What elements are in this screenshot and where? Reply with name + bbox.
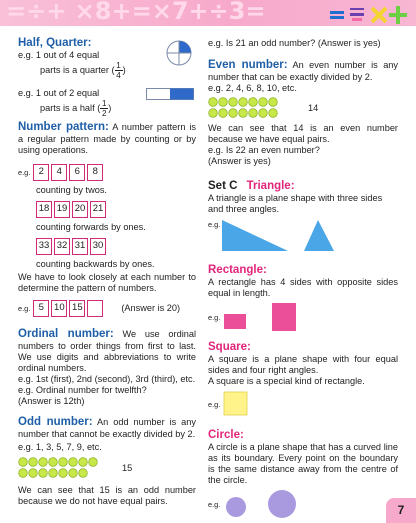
- number-box: 32: [54, 238, 70, 255]
- eg-label: e.g.: [18, 304, 31, 313]
- square-image: [220, 390, 250, 418]
- number-box: 4: [51, 164, 67, 181]
- half-bar-image: [146, 88, 194, 100]
- pattern-caption-1: counting by twos.: [36, 185, 107, 195]
- square-text-2: A square is a special kind of rectangle.: [208, 376, 365, 386]
- square-text: A square is a plane shape with four equal sides and four right angles.: [208, 354, 398, 375]
- page-number: 7: [386, 498, 416, 523]
- number-box: 6: [69, 164, 85, 181]
- circle-examples: [208, 489, 398, 519]
- left-column: [18, 36, 196, 507]
- rectangle-heading: Rectangle:: [208, 264, 267, 276]
- even-number-section: [208, 58, 398, 167]
- circle-images: [220, 489, 304, 519]
- eg-label: e.g.: [208, 499, 221, 509]
- right-column: [208, 38, 398, 519]
- number-box: 30: [90, 238, 106, 255]
- eg-label: e.g.: [18, 168, 31, 177]
- number-pattern-heading: Number pattern:: [18, 121, 109, 133]
- pattern-sequence-4: [18, 300, 196, 317]
- rectangle-section: [208, 263, 398, 332]
- odd-heading: Odd number:: [18, 416, 93, 428]
- number-box: 20: [72, 201, 88, 218]
- circle-heading: Circle:: [208, 429, 244, 441]
- rectangle-text: A rectangle has 4 sides with opposite sides equal in length.: [208, 277, 398, 298]
- square-examples: [208, 390, 398, 418]
- pattern-sequence-3: [18, 238, 196, 255]
- circle-text: A circle is a plane shape that has a curved line as its boundary. Every point on the boundary is the same distance away from the centre of the circle.: [208, 442, 398, 485]
- pattern-caption-2: counting forwards by ones.: [36, 222, 146, 232]
- odd-count: 15: [122, 462, 133, 473]
- even-example: e.g. 2, 4, 6, 8, 10, etc.: [208, 83, 297, 93]
- square-heading: Square:: [208, 341, 251, 353]
- half-fraction: $\frac{1}{2}$: [101, 99, 107, 118]
- number-box: 15: [69, 300, 85, 317]
- ordinal-question: e.g. Ordinal number for twelfth?: [18, 385, 147, 395]
- even-beads: [208, 97, 398, 119]
- number-box: 8: [87, 164, 103, 181]
- odd-text-2: We can see that 15 is an odd number because we do not have equal pairs.: [18, 485, 196, 506]
- math-symbols-icon: [330, 4, 410, 24]
- circle-section: [208, 428, 398, 519]
- number-box: 19: [54, 201, 70, 218]
- triangle-images: [220, 219, 340, 253]
- odd-example: e.g. 1, 3, 5, 7, 9, etc.: [18, 442, 102, 452]
- half-quarter-heading: Half, Quarter:: [18, 37, 92, 49]
- quarter-example-line1: e.g. 1 out of 4 equal: [18, 50, 100, 60]
- top-banner: [0, 0, 416, 26]
- pattern-sequence-1: [18, 164, 196, 181]
- half-quarter-section: [18, 36, 196, 118]
- number-box: 2: [33, 164, 49, 181]
- rectangle-images: [220, 302, 310, 332]
- number-pattern-text: A number pattern is a regular pattern made by counting or by using operations.: [18, 122, 197, 155]
- pattern-answer: (Answer is 20): [121, 303, 181, 313]
- quarter-example-line2: parts is a quarter ( $\frac{1}{4}$ ): [40, 61, 126, 80]
- square-section: [208, 340, 398, 418]
- even-count: 14: [308, 102, 319, 113]
- odd-question: e.g. Is 21 an odd number? (Answer is yes): [208, 38, 381, 48]
- eg-label: e.g.: [208, 399, 221, 409]
- ordinal-section: [18, 327, 196, 407]
- ordinal-answer: (Answer is 12th): [18, 396, 85, 406]
- odd-bead-grid-image: [18, 457, 102, 479]
- number-box: 31: [72, 238, 88, 255]
- number-box: 5: [33, 300, 49, 317]
- even-text: An even number is any number that can be exactly divided by 2.: [208, 60, 399, 82]
- triangle-heading: Triangle:: [246, 180, 295, 192]
- number-pattern-section: [18, 120, 196, 317]
- banner-decoration: =÷+ ×8+=×7+÷3=: [6, 0, 266, 25]
- pattern-caption-3: counting backwards by ones.: [36, 259, 155, 269]
- odd-number-section: [18, 415, 196, 507]
- half-example-line1: e.g. 1 out of 2 equal: [18, 88, 100, 98]
- half-example-line2: parts is a half ( $\frac{1}{2}$ ): [40, 99, 112, 118]
- number-box: 33: [36, 238, 52, 255]
- pattern-text-2: We have to look closely at each number to determine the pattern of numbers.: [18, 272, 196, 293]
- number-box: 21: [90, 201, 106, 218]
- even-answer: (Answer is yes): [208, 156, 271, 166]
- triangle-text: A triangle is a plane shape with three sides and three angles.: [208, 193, 383, 214]
- eg-label: e.g.: [208, 220, 221, 229]
- even-bead-grid-image: [208, 97, 284, 119]
- quarter-circle-image: [165, 39, 193, 67]
- number-box: 10: [51, 300, 67, 317]
- ordinal-text: We use ordinal numbers to order things from first to last. We use digits and abbreviations to write ordinal numbers.: [18, 329, 196, 373]
- even-text-2: We can see that 14 is an even number because we have equal pairs.: [208, 123, 398, 144]
- triangle-examples: [208, 219, 398, 253]
- quarter-fraction: $\frac{1}{4}$: [116, 61, 121, 80]
- ordinal-example: e.g. 1st (first), 2nd (second), 3rd (third), etc.: [18, 374, 196, 384]
- triangle-section: [208, 179, 398, 253]
- odd-text: An odd number is any number that cannot be exactly divided by 2.: [18, 417, 196, 439]
- number-box: 18: [36, 201, 52, 218]
- odd-beads: [18, 457, 196, 479]
- ordinal-heading: Ordinal number:: [18, 328, 114, 340]
- even-question: e.g. Is 22 an even number?: [208, 145, 320, 155]
- rectangle-examples: [208, 302, 398, 332]
- eg-label: e.g.: [208, 312, 221, 322]
- pattern-sequence-2: [18, 201, 196, 218]
- set-label: Set C: [208, 180, 238, 192]
- even-heading: Even number:: [208, 59, 288, 71]
- empty-answer-box: [87, 300, 103, 317]
